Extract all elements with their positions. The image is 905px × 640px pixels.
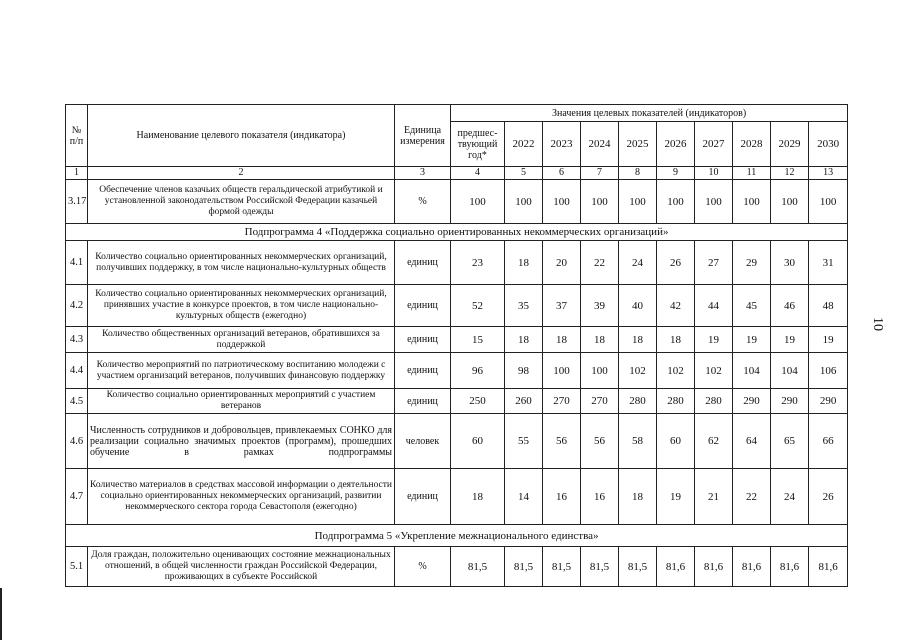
indicator-row [66, 327, 848, 353]
indicator-value: 100 [695, 180, 733, 224]
indicator-value: 280 [695, 389, 733, 414]
indicator-value: 100 [451, 180, 505, 224]
indicator-value: 100 [733, 180, 771, 224]
column-index-cell: 7 [581, 167, 619, 180]
column-index-cell: 8 [619, 167, 657, 180]
indicator-name: Количество социально ориентированных некоммерческих организаций, получивших поддержку, в том числе национально-культурных обществ [88, 241, 395, 285]
indicator-value: 15 [451, 327, 505, 353]
indicator-value: 100 [657, 180, 695, 224]
subprogram-title: Подпрограмма 4 «Поддержка социально ориентированных некоммерческих организаций» [66, 224, 848, 241]
column-index-cell: 9 [657, 167, 695, 180]
indicator-number: 4.6 [66, 414, 88, 469]
indicator-unit: % [395, 547, 451, 587]
indicator-name: Количество материалов в средствах массовой информации о деятельности социально ориентированных некоммерческих организаций, развитии некоммерческого сектора города Севастополя (ежегодно) [88, 469, 395, 525]
indicator-value: 290 [771, 389, 809, 414]
indicator-value: 26 [809, 469, 848, 525]
indicator-value: 100 [543, 353, 581, 389]
header-year-1: 2023 [543, 122, 581, 167]
indicator-row [66, 389, 848, 414]
indicator-value: 20 [543, 241, 581, 285]
indicator-value: 102 [695, 353, 733, 389]
column-index-cell: 10 [695, 167, 733, 180]
indicator-number: 4.2 [66, 285, 88, 327]
indicator-value: 270 [581, 389, 619, 414]
indicator-value: 29 [733, 241, 771, 285]
indicator-value: 18 [657, 327, 695, 353]
indicator-row [66, 353, 848, 389]
indicator-value: 18 [505, 327, 543, 353]
indicator-value: 100 [505, 180, 543, 224]
indicator-value: 56 [581, 414, 619, 469]
indicator-name: Доля граждан, положительно оценивающих состояние межнациональных отношений, в общей численности граждан Российской Федерации, проживающих в субъекте Российской [88, 547, 395, 587]
indicator-number: 4.7 [66, 469, 88, 525]
indicator-value: 81,5 [619, 547, 657, 587]
indicator-value: 96 [451, 353, 505, 389]
subprogram-row [66, 224, 848, 241]
indicator-unit: единиц [395, 389, 451, 414]
column-index-cell: 11 [733, 167, 771, 180]
column-index-cell: 13 [809, 167, 848, 180]
indicator-value: 102 [619, 353, 657, 389]
indicator-number: 4.4 [66, 353, 88, 389]
indicator-value: 37 [543, 285, 581, 327]
indicator-value: 18 [619, 469, 657, 525]
header-year-7: 2029 [771, 122, 809, 167]
indicator-value: 19 [733, 327, 771, 353]
indicator-value: 104 [733, 353, 771, 389]
indicator-value: 46 [771, 285, 809, 327]
indicator-row [66, 285, 848, 327]
column-index-cell: 6 [543, 167, 581, 180]
column-index-cell: 5 [505, 167, 543, 180]
indicator-value: 100 [581, 180, 619, 224]
indicator-value: 62 [695, 414, 733, 469]
header-year-3: 2025 [619, 122, 657, 167]
indicator-value: 81,5 [451, 547, 505, 587]
header-year-4: 2026 [657, 122, 695, 167]
indicator-number: 5.1 [66, 547, 88, 587]
indicator-unit: единиц [395, 285, 451, 327]
header-year-2: 2024 [581, 122, 619, 167]
indicator-value: 280 [619, 389, 657, 414]
indicators-table [65, 104, 848, 587]
indicator-value: 18 [543, 327, 581, 353]
indicator-value: 45 [733, 285, 771, 327]
indicator-value: 81,6 [657, 547, 695, 587]
indicator-value: 19 [695, 327, 733, 353]
indicator-value: 100 [581, 353, 619, 389]
indicator-value: 44 [695, 285, 733, 327]
indicator-value: 56 [543, 414, 581, 469]
indicator-value: 81,6 [733, 547, 771, 587]
indicator-value: 19 [771, 327, 809, 353]
column-index-cell: 2 [88, 167, 395, 180]
indicator-value: 16 [543, 469, 581, 525]
indicator-value: 100 [809, 180, 848, 224]
indicator-value: 250 [451, 389, 505, 414]
indicator-value: 60 [657, 414, 695, 469]
page-number: 10 [870, 317, 885, 331]
indicator-value: 260 [505, 389, 543, 414]
header-col-no: № п/п [66, 105, 88, 167]
indicator-name: Количество общественных организаций ветеранов, обратившихся за поддержкой [88, 327, 395, 353]
indicator-row [66, 469, 848, 525]
indicator-value: 58 [619, 414, 657, 469]
indicator-unit: единиц [395, 241, 451, 285]
indicator-value: 81,5 [505, 547, 543, 587]
header-year-0: 2022 [505, 122, 543, 167]
indicator-row [66, 547, 848, 587]
header-col-unit: Единица измерения [395, 105, 451, 167]
indicator-value: 100 [771, 180, 809, 224]
indicator-unit: % [395, 180, 451, 224]
indicator-value: 18 [505, 241, 543, 285]
indicator-value: 16 [581, 469, 619, 525]
indicator-name: Количество социально ориентированных некоммерческих организаций, принявших участие в конкурсе проектов, в том числе национально-культурных обществ (ежегодно) [88, 285, 395, 327]
indicator-value: 81,6 [809, 547, 848, 587]
indicator-value: 100 [619, 180, 657, 224]
indicator-value: 22 [733, 469, 771, 525]
indicator-value: 18 [619, 327, 657, 353]
indicator-value: 270 [543, 389, 581, 414]
indicator-value: 106 [809, 353, 848, 389]
indicator-unit: человек [395, 414, 451, 469]
indicator-value: 290 [809, 389, 848, 414]
indicator-value: 65 [771, 414, 809, 469]
indicator-value: 64 [733, 414, 771, 469]
header-col-name: Наименование целевого показателя (индикатора) [88, 105, 395, 167]
indicator-row [66, 180, 848, 224]
indicator-value: 66 [809, 414, 848, 469]
indicator-value: 98 [505, 353, 543, 389]
indicator-value: 52 [451, 285, 505, 327]
indicator-row [66, 414, 848, 469]
indicator-value: 55 [505, 414, 543, 469]
indicator-value: 48 [809, 285, 848, 327]
indicator-value: 30 [771, 241, 809, 285]
indicator-value: 290 [733, 389, 771, 414]
indicator-name: Численность сотрудников и добровольцев, привлекаемых СОНКО для реализации социально значимых проектов (программ), прошедших обучение в рамках подпрограммы [88, 414, 395, 469]
indicator-value: 60 [451, 414, 505, 469]
column-index-cell: 12 [771, 167, 809, 180]
indicator-number: 4.5 [66, 389, 88, 414]
indicator-value: 24 [619, 241, 657, 285]
indicator-value: 22 [581, 241, 619, 285]
header-values-group: Значения целевых показателей (индикаторов) [451, 105, 848, 122]
indicator-name: Количество мероприятий по патриотическому воспитанию молодежи с участием организаций ветеранов, получивших финансовую поддержку [88, 353, 395, 389]
indicator-value: 24 [771, 469, 809, 525]
indicator-number: 4.1 [66, 241, 88, 285]
subprogram-row [66, 525, 848, 547]
header-year-5: 2027 [695, 122, 733, 167]
subprogram-title: Подпрограмма 5 «Укрепление межнационального единства» [66, 525, 848, 547]
indicator-value: 81,6 [695, 547, 733, 587]
header-col-prev-year: предшес-твующий год* [451, 122, 505, 167]
indicator-name: Обеспечение членов казачьих обществ геральдической атрибутикой и установленной законодательством Российской Федерации казачьей формой одежды [88, 180, 395, 224]
indicator-value: 18 [581, 327, 619, 353]
column-index-cell: 3 [395, 167, 451, 180]
indicator-value: 102 [657, 353, 695, 389]
column-index-cell: 4 [451, 167, 505, 180]
indicator-value: 14 [505, 469, 543, 525]
indicator-row [66, 241, 848, 285]
indicator-value: 19 [809, 327, 848, 353]
indicator-value: 23 [451, 241, 505, 285]
indicator-value: 26 [657, 241, 695, 285]
indicator-number: 3.17 [66, 180, 88, 224]
column-index-cell: 1 [66, 167, 88, 180]
indicator-value: 39 [581, 285, 619, 327]
indicator-unit: единиц [395, 469, 451, 525]
indicator-value: 280 [657, 389, 695, 414]
indicator-value: 42 [657, 285, 695, 327]
indicator-name: Количество социально ориентированных мероприятий с участием ветеранов [88, 389, 395, 414]
indicator-value: 35 [505, 285, 543, 327]
indicator-value: 81,5 [543, 547, 581, 587]
indicator-value: 18 [451, 469, 505, 525]
indicator-value: 104 [771, 353, 809, 389]
indicator-unit: единиц [395, 327, 451, 353]
indicator-value: 19 [657, 469, 695, 525]
indicator-value: 100 [543, 180, 581, 224]
indicator-value: 40 [619, 285, 657, 327]
indicator-value: 31 [809, 241, 848, 285]
indicator-value: 81,6 [771, 547, 809, 587]
indicator-number: 4.3 [66, 327, 88, 353]
header-year-6: 2028 [733, 122, 771, 167]
scan-edge-mark [0, 588, 2, 640]
header-year-8: 2030 [809, 122, 848, 167]
indicator-value: 27 [695, 241, 733, 285]
indicator-unit: единиц [395, 353, 451, 389]
indicator-value: 21 [695, 469, 733, 525]
indicator-value: 81,5 [581, 547, 619, 587]
